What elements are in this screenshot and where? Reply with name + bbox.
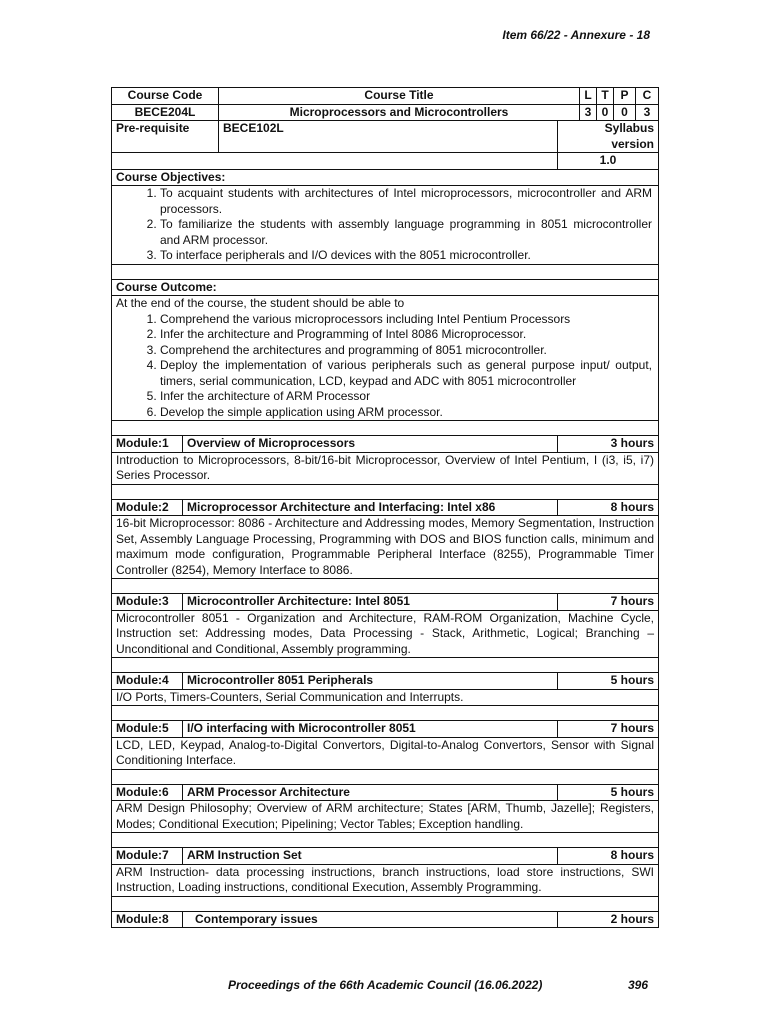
module-hours: 7 hours: [558, 721, 659, 738]
objective-item: 3. To interface peripherals and I/O devices with the 8051 microcontroller.: [160, 248, 654, 264]
spacer-row: [112, 579, 659, 594]
module-8-header: [112, 911, 659, 928]
outcome-item: 3. Comprehend the architectures and programming of 8051 microcontroller.: [160, 343, 654, 359]
module-6-header: [112, 784, 659, 801]
course-title-label: Course Title: [219, 88, 580, 105]
module-content: LCD, LED, Keypad, Analog-to-Digital Convertors, Digital-to-Analog Convertors, Sensor with Signal Conditioning Interface.: [112, 737, 659, 769]
module-hours: 8 hours: [558, 499, 659, 516]
l-label: L: [580, 88, 597, 105]
module-label: Module:4: [112, 673, 183, 690]
module-title: ARM Processor Architecture: [183, 784, 558, 801]
prereq-row: [112, 121, 659, 153]
outcome-heading-row: [112, 279, 659, 296]
module-5-header: [112, 721, 659, 738]
module-7-header: [112, 848, 659, 865]
objectives-row: [112, 186, 659, 265]
t-value: 0: [597, 104, 614, 121]
prereq-label: Pre-requisite: [112, 121, 219, 153]
outcome-item: 1. Comprehend the various microprocessors including Intel Pentium Processors: [160, 312, 654, 328]
module-label: Module:5: [112, 721, 183, 738]
outcome-row: [112, 296, 659, 421]
objectives-heading: Course Objectives:: [112, 169, 659, 186]
spacer-row: [112, 658, 659, 673]
module-title: Contemporary issues: [183, 911, 558, 928]
course-values-row: [112, 104, 659, 121]
syllabus-version-label: Syllabus version: [558, 121, 659, 153]
module-label: Module:1: [112, 436, 183, 453]
module-content: ARM Design Philosophy; Overview of ARM architecture; States [ARM, Thumb, Jazelle]; Registers, Modes; Conditional Execution; Pipelining; Vector Tables; Exception handling.: [112, 801, 659, 833]
module-1-header: [112, 436, 659, 453]
syllabus-version-value: 1.0: [558, 153, 659, 170]
objective-item: 1. To acquaint students with architectures of Intel microprocessors, microcontroller and ARM processors.: [160, 186, 654, 217]
header-reference: Item 66/22 - Annexure - 18: [502, 28, 650, 42]
module-content: 16-bit Microprocessor: 8086 - Architecture and Addressing modes, Memory Segmentation, Instruction Set, Assembly Language Processing, Programming with DOS and BIOS function calls, minimum and maximum mode configuration, Programmable Peripheral Interface (8255), Programmable Timer Controller (8254), Memory Interface to 8086.: [112, 516, 659, 579]
syllabus-table: [111, 87, 659, 928]
module-title: Microcontroller 8051 Peripherals: [183, 673, 558, 690]
module-title: Microcontroller Architecture: Intel 8051: [183, 594, 558, 611]
module-2-header: [112, 499, 659, 516]
spacer-row: [112, 264, 659, 279]
syllabus-version-row: [112, 153, 659, 170]
p-value: 0: [614, 104, 636, 121]
module-hours: 3 hours: [558, 436, 659, 453]
spacer-row: [112, 421, 659, 436]
objectives-heading-row: [112, 169, 659, 186]
outcome-list: [116, 312, 654, 421]
outcome-item: 5. Infer the architecture of ARM Processor: [160, 389, 654, 405]
outcome-heading: Course Outcome:: [112, 279, 659, 296]
module-hours: 2 hours: [558, 911, 659, 928]
course-code: BECE204L: [112, 104, 219, 121]
module-label: Module:2: [112, 499, 183, 516]
module-label: Module:7: [112, 848, 183, 865]
outcome-item: 2. Infer the architecture and Programming of Intel 8086 Microprocessor.: [160, 327, 654, 343]
module-title: ARM Instruction Set: [183, 848, 558, 865]
footer-text: Proceedings of the 66th Academic Council (16.06.2022): [228, 978, 543, 992]
spacer-row: [112, 706, 659, 721]
l-value: 3: [580, 104, 597, 121]
spacer-row: [112, 769, 659, 784]
outcome-intro: At the end of the course, the student should be able to: [116, 296, 405, 310]
module-content: I/O Ports, Timers-Counters, Serial Communication and Interrupts.: [112, 689, 659, 706]
course-header-row: [112, 88, 659, 105]
outcome-item: 6. Develop the simple application using ARM processor.: [160, 405, 654, 421]
module-hours: 5 hours: [558, 673, 659, 690]
module-hours: 8 hours: [558, 848, 659, 865]
module-content: Microcontroller 8051 - Organization and Architecture, RAM-ROM Organization, Machine Cycle, Instruction set: Addressing modes, Data Processing - Stack, Arithmetic, Logical; Branching – Unconditional and Conditional, Assembly programming.: [112, 610, 659, 658]
objectives-list: [116, 186, 654, 264]
course-title: Microprocessors and Microcontrollers: [219, 104, 580, 121]
module-content: ARM Instruction- data processing instructions, branch instructions, load store instructions, SWI Instruction, Loading instructions, conditional Execution, Assembly Programming.: [112, 864, 659, 896]
c-label: C: [636, 88, 659, 105]
module-content: Introduction to Microprocessors, 8-bit/16-bit Microprocessor, Overview of Intel Pentium, I (i3, i5, i7) Series Processor.: [112, 452, 659, 484]
spacer-row: [112, 896, 659, 911]
outcome-item: 4. Deploy the implementation of various peripherals such as general purpose input/ output, timers, serial communication, LCD, keypad and ADC with 8051 microcontroller: [160, 358, 654, 389]
module-title: Microprocessor Architecture and Interfacing: Intel x86: [183, 499, 558, 516]
module-label: Module:8: [112, 911, 183, 928]
page-number: 396: [627, 978, 648, 992]
course-code-label: Course Code: [112, 88, 219, 105]
module-4-header: [112, 673, 659, 690]
prereq-value: BECE102L: [219, 121, 558, 153]
spacer-row: [112, 833, 659, 848]
module-label: Module:6: [112, 784, 183, 801]
p-label: P: [614, 88, 636, 105]
t-label: T: [597, 88, 614, 105]
c-value: 3: [636, 104, 659, 121]
module-hours: 5 hours: [558, 784, 659, 801]
module-title: I/O interfacing with Microcontroller 8051: [183, 721, 558, 738]
objectives-cell: [112, 186, 659, 265]
objective-item: 2. To familiarize the students with assembly language programming in 8051 microcontroller and ARM processor.: [160, 217, 654, 248]
outcome-cell: [112, 296, 659, 421]
module-3-header: [112, 594, 659, 611]
module-label: Module:3: [112, 594, 183, 611]
module-hours: 7 hours: [558, 594, 659, 611]
spacer-row: [112, 484, 659, 499]
module-title: Overview of Microprocessors: [183, 436, 558, 453]
